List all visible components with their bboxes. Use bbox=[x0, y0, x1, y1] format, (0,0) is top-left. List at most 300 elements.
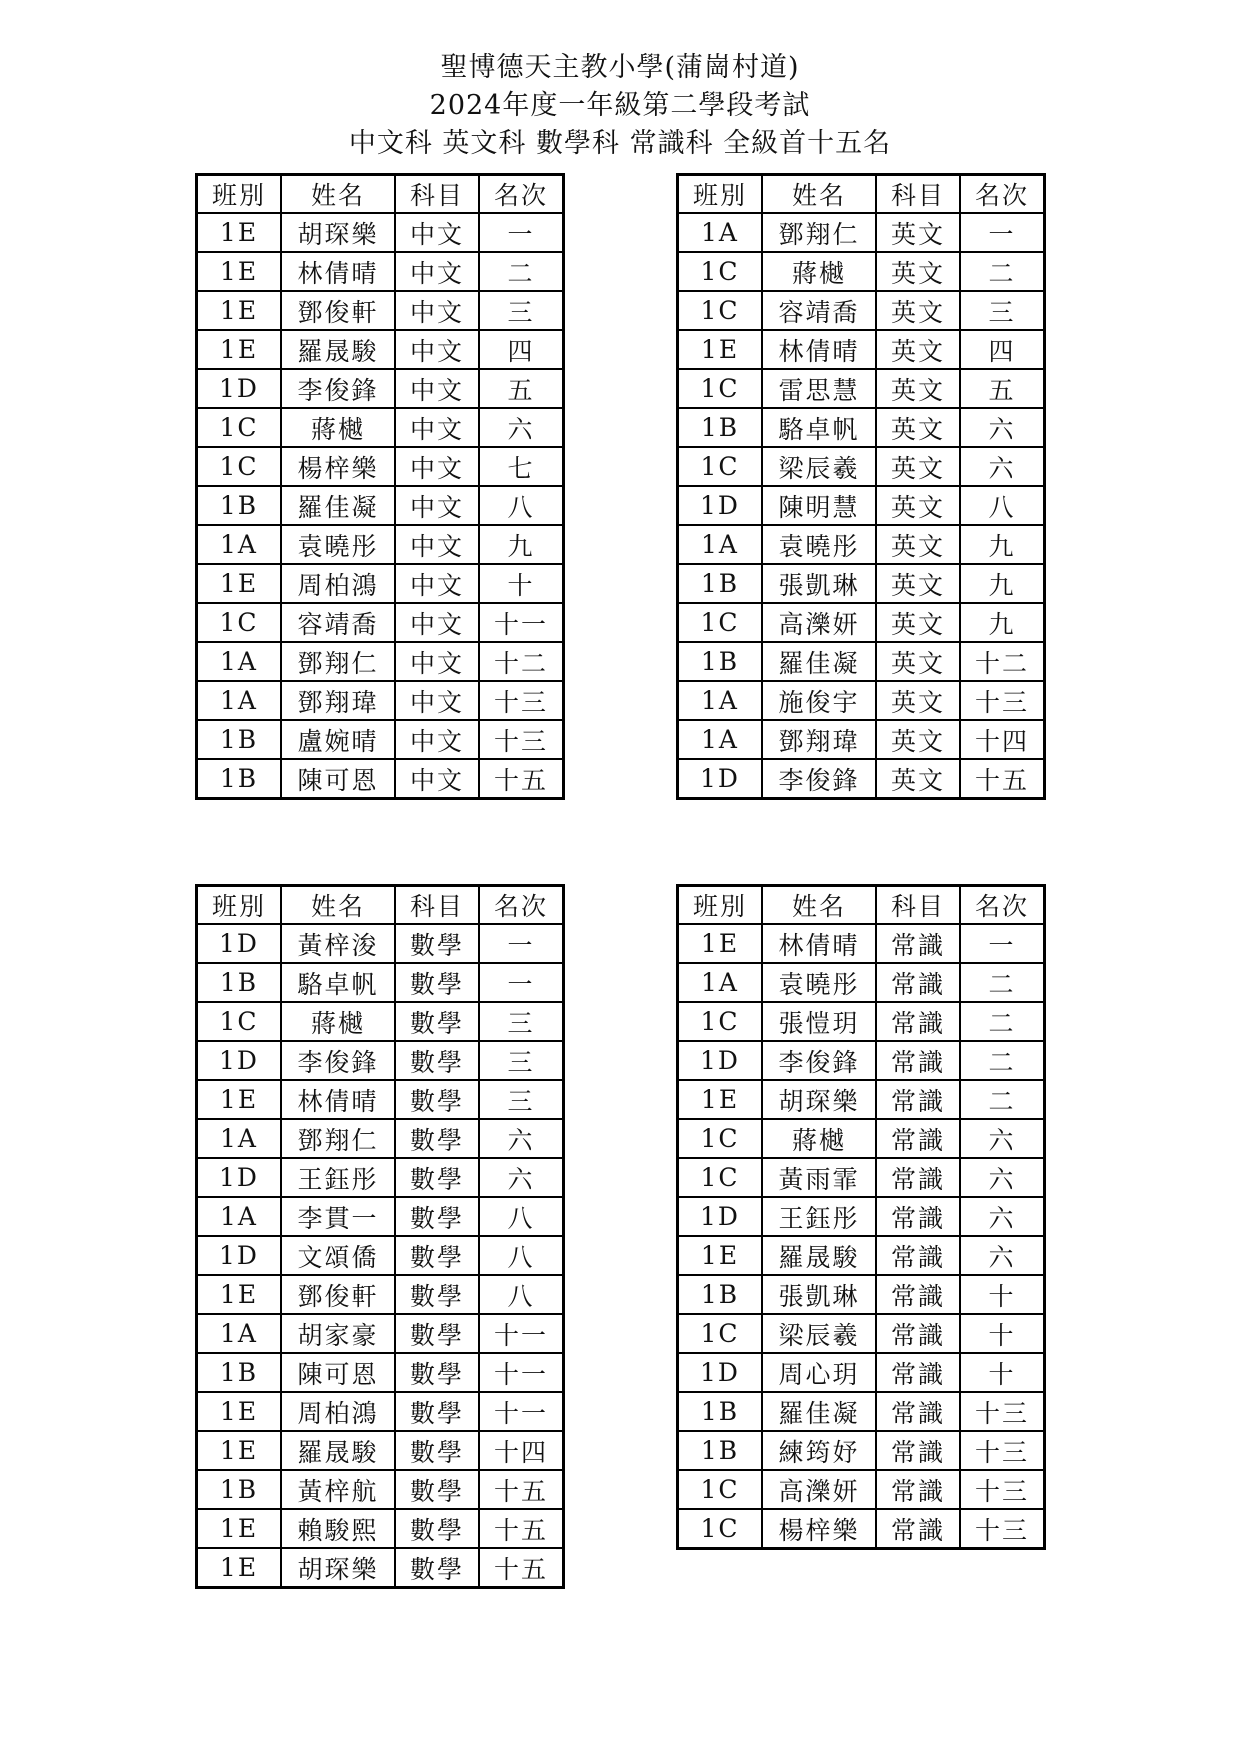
table-row bbox=[197, 924, 564, 963]
cell-class: 1B bbox=[197, 759, 282, 799]
cell-name: 周柏鴻 bbox=[281, 1392, 395, 1431]
cell-name: 楊梓樂 bbox=[281, 447, 395, 486]
cell-subject: 數學 bbox=[395, 1431, 479, 1470]
cell-name: 羅佳凝 bbox=[762, 642, 876, 681]
cell-subject: 英文 bbox=[876, 681, 960, 720]
table-row bbox=[678, 681, 1045, 720]
cell-rank: 六 bbox=[479, 1119, 564, 1158]
table-row bbox=[678, 1509, 1045, 1549]
cell-rank: 十二 bbox=[479, 642, 564, 681]
cell-subject: 常識 bbox=[876, 1353, 960, 1392]
cell-name: 駱卓帆 bbox=[762, 408, 876, 447]
cell-class: 1C bbox=[197, 1002, 282, 1041]
cell-subject: 數學 bbox=[395, 963, 479, 1002]
cell-rank: 一 bbox=[479, 213, 564, 252]
column-header-rank: 名次 bbox=[960, 175, 1045, 214]
table-row bbox=[678, 525, 1045, 564]
cell-class: 1E bbox=[197, 1548, 282, 1588]
cell-subject: 英文 bbox=[876, 603, 960, 642]
cell-subject: 常識 bbox=[876, 924, 960, 963]
cell-rank: 三 bbox=[479, 1041, 564, 1080]
cell-rank: 十五 bbox=[479, 1470, 564, 1509]
cell-name: 周心玥 bbox=[762, 1353, 876, 1392]
cell-rank: 三 bbox=[479, 1080, 564, 1119]
cell-rank: 三 bbox=[960, 291, 1045, 330]
cell-subject: 常識 bbox=[876, 1236, 960, 1275]
cell-rank: 九 bbox=[960, 564, 1045, 603]
cell-class: 1D bbox=[197, 1158, 282, 1197]
cell-name: 鄧翔瑋 bbox=[762, 720, 876, 759]
cell-name: 陳可恩 bbox=[281, 1353, 395, 1392]
header-row bbox=[197, 886, 564, 925]
cell-class: 1B bbox=[197, 1470, 282, 1509]
cell-subject: 英文 bbox=[876, 759, 960, 799]
table-row bbox=[197, 1002, 564, 1041]
cell-rank: 九 bbox=[960, 525, 1045, 564]
cell-name: 蔣樾 bbox=[762, 252, 876, 291]
cell-class: 1E bbox=[197, 1431, 282, 1470]
table-row bbox=[197, 486, 564, 525]
table-row bbox=[678, 642, 1045, 681]
cell-rank: 六 bbox=[479, 1158, 564, 1197]
cell-rank: 十三 bbox=[960, 1431, 1045, 1470]
cell-class: 1A bbox=[678, 525, 763, 564]
cell-name: 林倩晴 bbox=[762, 330, 876, 369]
cell-name: 鄧翔瑋 bbox=[281, 681, 395, 720]
cell-class: 1C bbox=[197, 408, 282, 447]
cell-class: 1E bbox=[197, 1509, 282, 1548]
cell-subject: 常識 bbox=[876, 1275, 960, 1314]
cell-rank: 六 bbox=[960, 1158, 1045, 1197]
cell-rank: 六 bbox=[960, 1197, 1045, 1236]
subtitle: 中文科 英文科 數學科 常識科 全級首十五名 bbox=[348, 128, 892, 159]
table-row bbox=[197, 1158, 564, 1197]
cell-rank: 十三 bbox=[960, 1392, 1045, 1431]
cell-class: 1E bbox=[678, 1080, 763, 1119]
cell-class: 1C bbox=[678, 1119, 763, 1158]
cell-rank: 一 bbox=[960, 213, 1045, 252]
exam-title: 2024年度一年級第二學段考試 bbox=[429, 90, 811, 121]
cell-name: 李俊鋒 bbox=[762, 1041, 876, 1080]
table-row bbox=[197, 408, 564, 447]
cell-name: 容靖喬 bbox=[762, 291, 876, 330]
table-row bbox=[678, 1119, 1045, 1158]
cell-class: 1A bbox=[197, 1197, 282, 1236]
cell-rank: 八 bbox=[960, 486, 1045, 525]
column-header-subject: 科目 bbox=[876, 175, 960, 214]
cell-class: 1D bbox=[197, 924, 282, 963]
cell-class: 1B bbox=[197, 720, 282, 759]
cell-class: 1B bbox=[678, 642, 763, 681]
table-row bbox=[678, 291, 1045, 330]
cell-name: 胡家豪 bbox=[281, 1314, 395, 1353]
cell-name: 練筠妤 bbox=[762, 1431, 876, 1470]
table-row bbox=[197, 525, 564, 564]
cell-class: 1D bbox=[197, 1236, 282, 1275]
cell-name: 蔣樾 bbox=[281, 408, 395, 447]
table-row bbox=[678, 1236, 1045, 1275]
cell-subject: 數學 bbox=[395, 1158, 479, 1197]
english-ranking-table bbox=[676, 173, 1046, 800]
cell-subject: 中文 bbox=[395, 720, 479, 759]
cell-class: 1E bbox=[197, 252, 282, 291]
table-row bbox=[197, 369, 564, 408]
table-row bbox=[678, 330, 1045, 369]
table-row bbox=[197, 447, 564, 486]
cell-class: 1A bbox=[197, 525, 282, 564]
column-header-name: 姓名 bbox=[281, 886, 395, 925]
table-row bbox=[678, 213, 1045, 252]
cell-subject: 常識 bbox=[876, 1470, 960, 1509]
general-studies-ranking-table bbox=[676, 884, 1046, 1550]
cell-class: 1C bbox=[678, 252, 763, 291]
cell-name: 李貫一 bbox=[281, 1197, 395, 1236]
column-header-rank: 名次 bbox=[479, 886, 564, 925]
cell-name: 羅晟駿 bbox=[281, 1431, 395, 1470]
column-header-name: 姓名 bbox=[281, 175, 395, 214]
cell-class: 1C bbox=[197, 447, 282, 486]
cell-name: 文頌僑 bbox=[281, 1236, 395, 1275]
cell-name: 容靖喬 bbox=[281, 603, 395, 642]
cell-subject: 數學 bbox=[395, 924, 479, 963]
table-row bbox=[197, 1509, 564, 1548]
cell-name: 張愷玥 bbox=[762, 1002, 876, 1041]
cell-name: 王鈺彤 bbox=[281, 1158, 395, 1197]
table-row bbox=[678, 1392, 1045, 1431]
table-row bbox=[197, 1119, 564, 1158]
cell-rank: 十一 bbox=[479, 1314, 564, 1353]
cell-name: 雷思慧 bbox=[762, 369, 876, 408]
cell-rank: 十五 bbox=[479, 759, 564, 799]
cell-name: 黃梓航 bbox=[281, 1470, 395, 1509]
column-header-rank: 名次 bbox=[479, 175, 564, 214]
cell-subject: 中文 bbox=[395, 525, 479, 564]
cell-subject: 數學 bbox=[395, 1392, 479, 1431]
table-row bbox=[197, 720, 564, 759]
cell-subject: 常識 bbox=[876, 1509, 960, 1549]
table-row bbox=[678, 1314, 1045, 1353]
cell-name: 駱卓帆 bbox=[281, 963, 395, 1002]
table-row bbox=[678, 447, 1045, 486]
cell-subject: 數學 bbox=[395, 1236, 479, 1275]
column-header-subject: 科目 bbox=[395, 886, 479, 925]
cell-rank: 十五 bbox=[479, 1548, 564, 1588]
cell-rank: 一 bbox=[479, 924, 564, 963]
table-row bbox=[197, 1353, 564, 1392]
cell-subject: 中文 bbox=[395, 447, 479, 486]
cell-name: 高濼妍 bbox=[762, 603, 876, 642]
cell-subject: 數學 bbox=[395, 1080, 479, 1119]
cell-rank: 十五 bbox=[479, 1509, 564, 1548]
cell-subject: 中文 bbox=[395, 681, 479, 720]
cell-name: 鄧翔仁 bbox=[281, 1119, 395, 1158]
table-row bbox=[197, 1470, 564, 1509]
cell-class: 1C bbox=[678, 369, 763, 408]
cell-rank: 九 bbox=[479, 525, 564, 564]
cell-class: 1A bbox=[197, 1314, 282, 1353]
cell-name: 鄧翔仁 bbox=[762, 213, 876, 252]
cell-class: 1E bbox=[197, 213, 282, 252]
cell-name: 羅晟駿 bbox=[281, 330, 395, 369]
cell-rank: 十四 bbox=[479, 1431, 564, 1470]
cell-class: 1D bbox=[678, 486, 763, 525]
column-header-name: 姓名 bbox=[762, 886, 876, 925]
cell-class: 1C bbox=[678, 1509, 763, 1549]
table-row bbox=[678, 759, 1045, 799]
cell-subject: 英文 bbox=[876, 408, 960, 447]
chinese-ranking-table bbox=[195, 173, 565, 800]
table-row bbox=[197, 252, 564, 291]
table-row bbox=[197, 564, 564, 603]
cell-class: 1C bbox=[197, 603, 282, 642]
cell-name: 蔣樾 bbox=[762, 1119, 876, 1158]
cell-subject: 中文 bbox=[395, 408, 479, 447]
table-row bbox=[678, 963, 1045, 1002]
cell-class: 1B bbox=[678, 1392, 763, 1431]
column-header-class: 班別 bbox=[197, 886, 282, 925]
cell-name: 胡琛樂 bbox=[762, 1080, 876, 1119]
table-row bbox=[197, 642, 564, 681]
cell-subject: 常識 bbox=[876, 963, 960, 1002]
table-row bbox=[678, 408, 1045, 447]
cell-name: 王鈺彤 bbox=[762, 1197, 876, 1236]
table-row bbox=[678, 1275, 1045, 1314]
cell-rank: 六 bbox=[960, 1236, 1045, 1275]
cell-rank: 七 bbox=[479, 447, 564, 486]
cell-subject: 中文 bbox=[395, 486, 479, 525]
cell-name: 鄧翔仁 bbox=[281, 642, 395, 681]
cell-class: 1E bbox=[197, 291, 282, 330]
cell-subject: 中文 bbox=[395, 759, 479, 799]
cell-name: 羅佳凝 bbox=[762, 1392, 876, 1431]
table-row bbox=[197, 291, 564, 330]
cell-rank: 二 bbox=[960, 1041, 1045, 1080]
cell-class: 1B bbox=[678, 408, 763, 447]
column-header-name: 姓名 bbox=[762, 175, 876, 214]
cell-rank: 一 bbox=[960, 924, 1045, 963]
cell-rank: 十 bbox=[960, 1275, 1045, 1314]
cell-class: 1E bbox=[197, 330, 282, 369]
cell-name: 黃梓浚 bbox=[281, 924, 395, 963]
cell-class: 1D bbox=[197, 1041, 282, 1080]
cell-rank: 十三 bbox=[960, 1470, 1045, 1509]
header-row bbox=[197, 175, 564, 214]
cell-class: 1D bbox=[678, 759, 763, 799]
cell-rank: 六 bbox=[960, 408, 1045, 447]
cell-subject: 常識 bbox=[876, 1080, 960, 1119]
cell-name: 黃雨霏 bbox=[762, 1158, 876, 1197]
cell-class: 1A bbox=[197, 1119, 282, 1158]
cell-subject: 常識 bbox=[876, 1314, 960, 1353]
cell-name: 張凱琳 bbox=[762, 1275, 876, 1314]
cell-subject: 英文 bbox=[876, 486, 960, 525]
table-row bbox=[197, 1548, 564, 1588]
cell-name: 胡琛樂 bbox=[281, 1548, 395, 1588]
cell-class: 1B bbox=[197, 1353, 282, 1392]
cell-class: 1A bbox=[197, 681, 282, 720]
cell-subject: 英文 bbox=[876, 525, 960, 564]
cell-subject: 英文 bbox=[876, 252, 960, 291]
table-row bbox=[678, 603, 1045, 642]
cell-subject: 常識 bbox=[876, 1002, 960, 1041]
table-row bbox=[197, 1392, 564, 1431]
cell-subject: 數學 bbox=[395, 1275, 479, 1314]
cell-subject: 中文 bbox=[395, 252, 479, 291]
table-row bbox=[197, 330, 564, 369]
cell-class: 1C bbox=[678, 291, 763, 330]
table-row bbox=[678, 1431, 1045, 1470]
cell-rank: 十三 bbox=[960, 681, 1045, 720]
cell-subject: 數學 bbox=[395, 1041, 479, 1080]
table-row bbox=[678, 1470, 1045, 1509]
cell-rank: 十四 bbox=[960, 720, 1045, 759]
cell-subject: 常識 bbox=[876, 1197, 960, 1236]
cell-subject: 英文 bbox=[876, 291, 960, 330]
cell-class: 1A bbox=[678, 681, 763, 720]
cell-rank: 六 bbox=[479, 408, 564, 447]
cell-class: 1E bbox=[678, 924, 763, 963]
cell-class: 1E bbox=[197, 1275, 282, 1314]
cell-subject: 數學 bbox=[395, 1353, 479, 1392]
cell-name: 袁曉彤 bbox=[762, 525, 876, 564]
cell-rank: 九 bbox=[960, 603, 1045, 642]
cell-subject: 數學 bbox=[395, 1314, 479, 1353]
cell-rank: 二 bbox=[479, 252, 564, 291]
cell-rank: 十 bbox=[960, 1353, 1045, 1392]
cell-class: 1B bbox=[197, 486, 282, 525]
cell-name: 鄧俊軒 bbox=[281, 291, 395, 330]
cell-class: 1A bbox=[678, 720, 763, 759]
cell-name: 李俊鋒 bbox=[762, 759, 876, 799]
table-row bbox=[197, 213, 564, 252]
cell-class: 1D bbox=[678, 1197, 763, 1236]
column-header-class: 班別 bbox=[197, 175, 282, 214]
cell-class: 1A bbox=[678, 213, 763, 252]
cell-rank: 八 bbox=[479, 1275, 564, 1314]
cell-class: 1B bbox=[197, 963, 282, 1002]
table-row bbox=[197, 603, 564, 642]
table-row bbox=[678, 1158, 1045, 1197]
table-row bbox=[197, 1275, 564, 1314]
cell-rank: 八 bbox=[479, 1197, 564, 1236]
cell-name: 梁辰羲 bbox=[762, 1314, 876, 1353]
cell-name: 林倩晴 bbox=[281, 252, 395, 291]
cell-name: 蔣樾 bbox=[281, 1002, 395, 1041]
cell-rank: 五 bbox=[960, 369, 1045, 408]
cell-name: 賴駿熙 bbox=[281, 1509, 395, 1548]
cell-name: 楊梓樂 bbox=[762, 1509, 876, 1549]
cell-subject: 數學 bbox=[395, 1548, 479, 1588]
table-row bbox=[678, 924, 1045, 963]
cell-rank: 二 bbox=[960, 963, 1045, 1002]
cell-rank: 三 bbox=[479, 291, 564, 330]
cell-rank: 三 bbox=[479, 1002, 564, 1041]
column-header-class: 班別 bbox=[678, 175, 763, 214]
cell-class: 1B bbox=[678, 564, 763, 603]
cell-subject: 數學 bbox=[395, 1119, 479, 1158]
cell-class: 1C bbox=[678, 1002, 763, 1041]
table-row bbox=[197, 1080, 564, 1119]
cell-name: 盧婉晴 bbox=[281, 720, 395, 759]
table-row bbox=[678, 1080, 1045, 1119]
table-row bbox=[197, 963, 564, 1002]
cell-name: 羅佳凝 bbox=[281, 486, 395, 525]
column-header-subject: 科目 bbox=[876, 886, 960, 925]
cell-name: 李俊鋒 bbox=[281, 369, 395, 408]
cell-class: 1B bbox=[678, 1275, 763, 1314]
cell-name: 梁辰羲 bbox=[762, 447, 876, 486]
column-header-class: 班別 bbox=[678, 886, 763, 925]
cell-subject: 常識 bbox=[876, 1041, 960, 1080]
cell-name: 袁曉彤 bbox=[762, 963, 876, 1002]
cell-class: 1E bbox=[678, 1236, 763, 1275]
cell-name: 陳明慧 bbox=[762, 486, 876, 525]
cell-name: 鄧俊軒 bbox=[281, 1275, 395, 1314]
cell-rank: 二 bbox=[960, 1080, 1045, 1119]
cell-rank: 八 bbox=[479, 486, 564, 525]
cell-rank: 五 bbox=[479, 369, 564, 408]
cell-name: 胡琛樂 bbox=[281, 213, 395, 252]
cell-subject: 常識 bbox=[876, 1119, 960, 1158]
cell-subject: 英文 bbox=[876, 564, 960, 603]
cell-subject: 中文 bbox=[395, 369, 479, 408]
column-header-subject: 科目 bbox=[395, 175, 479, 214]
cell-rank: 六 bbox=[960, 1119, 1045, 1158]
table-row bbox=[678, 1041, 1045, 1080]
cell-rank: 十 bbox=[960, 1314, 1045, 1353]
cell-class: 1A bbox=[197, 642, 282, 681]
table-row bbox=[678, 1353, 1045, 1392]
cell-subject: 數學 bbox=[395, 1509, 479, 1548]
cell-rank: 二 bbox=[960, 1002, 1045, 1041]
table-row bbox=[678, 369, 1045, 408]
school-title: 聖博德天主教小學(蒲崗村道) bbox=[440, 52, 800, 83]
cell-rank: 八 bbox=[479, 1236, 564, 1275]
cell-subject: 英文 bbox=[876, 369, 960, 408]
cell-class: 1C bbox=[678, 1314, 763, 1353]
cell-subject: 英文 bbox=[876, 642, 960, 681]
header-row bbox=[678, 886, 1045, 925]
cell-subject: 中文 bbox=[395, 603, 479, 642]
cell-subject: 中文 bbox=[395, 564, 479, 603]
cell-class: 1E bbox=[197, 1392, 282, 1431]
cell-class: 1B bbox=[678, 1431, 763, 1470]
cell-name: 張凱琳 bbox=[762, 564, 876, 603]
cell-rank: 十三 bbox=[479, 720, 564, 759]
cell-class: 1C bbox=[678, 447, 763, 486]
cell-name: 袁曉彤 bbox=[281, 525, 395, 564]
table-row bbox=[678, 1197, 1045, 1236]
cell-subject: 英文 bbox=[876, 213, 960, 252]
table-row bbox=[678, 1002, 1045, 1041]
cell-rank: 一 bbox=[479, 963, 564, 1002]
cell-subject: 中文 bbox=[395, 213, 479, 252]
cell-name: 施俊宇 bbox=[762, 681, 876, 720]
cell-name: 林倩晴 bbox=[281, 1080, 395, 1119]
cell-subject: 英文 bbox=[876, 447, 960, 486]
table-row bbox=[197, 759, 564, 799]
cell-subject: 常識 bbox=[876, 1158, 960, 1197]
cell-subject: 常識 bbox=[876, 1392, 960, 1431]
cell-rank: 十一 bbox=[479, 603, 564, 642]
cell-rank: 十三 bbox=[479, 681, 564, 720]
cell-name: 高濼妍 bbox=[762, 1470, 876, 1509]
cell-class: 1E bbox=[197, 1080, 282, 1119]
cell-class: 1C bbox=[678, 1470, 763, 1509]
table-row bbox=[678, 252, 1045, 291]
cell-class: 1D bbox=[678, 1041, 763, 1080]
cell-rank: 二 bbox=[960, 252, 1045, 291]
